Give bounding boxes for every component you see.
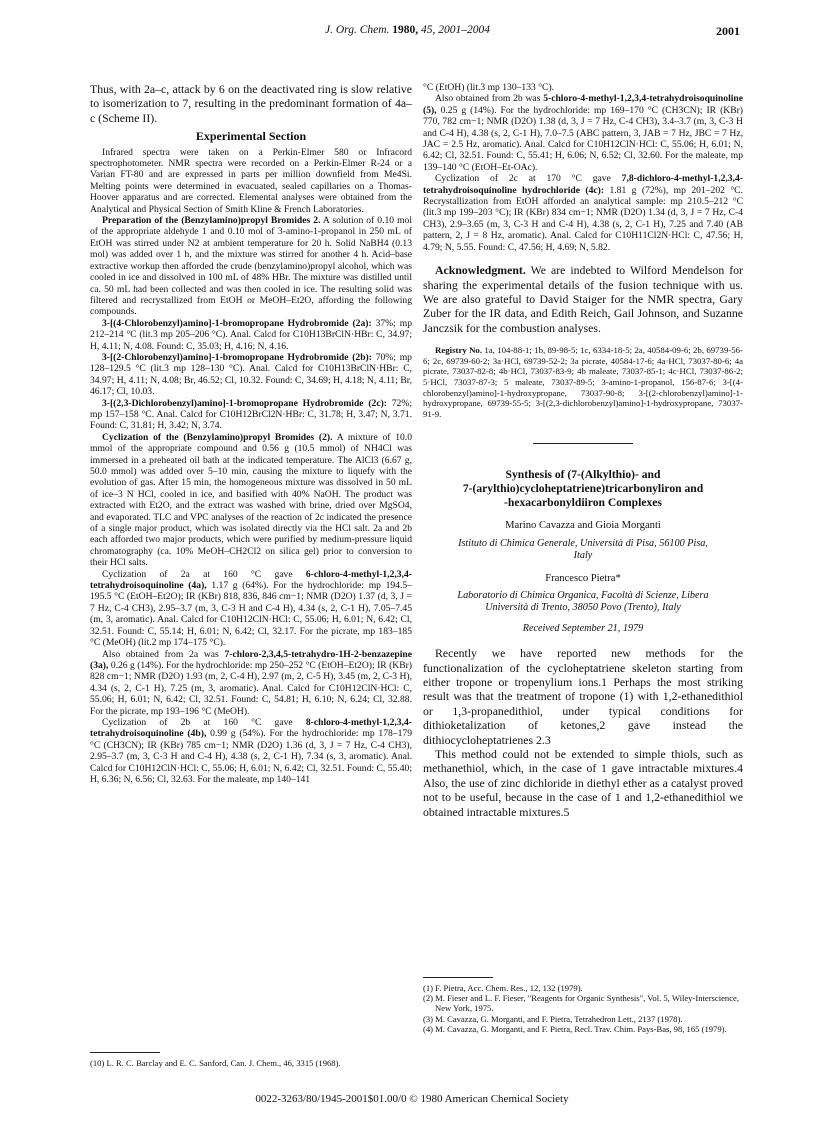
acknowledgment-paragraph	[423, 263, 743, 335]
footnote: (4) M. Cavazza, G. Morganti, and F. Pietra, Recl. Trav. Chim. Pays-Bas, 98, 165 (1979).	[423, 1023, 727, 1034]
compound-data: 1.17 g (64%). For the hydrochloride: mp 194.5–195.5 °C (EtOH–Et2O); IR (KBr) 818, 836, 846 cm−1; NMR (D2O) 1.37 (d, 3, J = 7 Hz, C-4 CH3), 2.95–3.7 (m, 3, C-3 H and C-4 H), 4.34 (s, 2, C-1 H), 7.05–7.45 (m, 3, aromatic). Anal. Calcd for C10H12ClN·HCl: C, 55.06; H, 6.01; N, 6.42; Cl, 32.51. Found: C, 55.14; H, 6.01; N, 6.42; Cl, 32.17. For the picrate, mp 183–185 °C (MeOH) (lit.2 mp 174–175 °C).	[90, 580, 412, 649]
compound-data: 0.99 g (54%). For the hydrochloride: mp 178–179 °C (CH3CN); IR (KBr) 785 cm−1; NMR (D2O) 1.36 (d, 3, J = 7 Hz, C-4 CH3), 2.95–3.7 (m, 3, C-3 H and C-4 H), 4.38 (s, 2, C-1 H), 7.34 (s, 3, aromatic). Anal. Calcd for C10H12ClN·HCl: C, 55.06; H, 6.01; N, 6.42; Cl, 32.51. Found: C, 55.40; H, 6.36; N, 6.56; Cl, 32.63. For the maleate, mp 140–141	[90, 728, 412, 785]
compound-data: 37%; mp 212–214 °C (lit.3 mp 205–206 °C). Anal. Calcd for C10H13BrClN·HBr: C, 34.97; H, 4.11; N, 4.08. Found: C, 35.03; H, 4.16; N, 4.16.	[90, 317, 412, 352]
registry-label: Registry No.	[435, 345, 483, 356]
procedure-heading: Cyclization of the (Benzylamino)propyl Bromides (2).	[102, 431, 333, 443]
authors: Francesco Pietra*	[545, 572, 621, 584]
experimental-paragraph: Infrared spectra were taken on a Perkin-Elmer 580 or Infracord spectrophotometer. NMR spectra were recorded on a Perkin-Elmer R-24 or a Varian FT-80 and are expressed in parts per million downfield from Me4Si. Melting points were determined in evacuated, sealed capillaries on a Thomas-Hoover apparatus and are corrected. Elemental analyses were obtained from the Analytical and Physical Section of Smith Kline & French Laboratories.	[90, 146, 412, 215]
registry-text: 1a, 104-88-1; 1b, 89-98-5; 1c, 6334-18-5; 2a, 40584-09-6; 2b, 69739-56-6; 2c, 69739-60-2; 3a·HCl, 69739-52-2; 3a picrate, 40584-17-6; 4a·HCl, 73037-80-6; 4a picrate, 73037-82-8; 4b·HCl, 73037-83-9; 4b maleate, 73037-85-1; 4c·HCl, 73037-86-2; 5·HCl, 73037-87-3; 5 maleate, 73037-89-5; 3-amino-1-propanol, 156-87-6; 3-[(4-chlorobenzyl)amino]-1-hydroxypropane, 73037-90-8; 3-[(2-chlorobenzyl)amino]-1-hydroxypropane, 69739-55-5; 3-[(2,3-dichlorobenzyl)amino]-1-hydroxypropane, 73037-91-9.	[423, 345, 743, 419]
left-column	[90, 82, 412, 785]
procedure-heading: Preparation of the (Benzylamino)propyl Bromides 2.	[102, 215, 321, 227]
registry-paragraph	[423, 345, 743, 419]
compound-data: 0.26 g (14%). For the hydrochloride: mp 250–252 °C (EtOH–Et2O); IR (KBr) 828 cm−1; NMR (D2O) 1.93 (m, 2, C-4 H), 2.97 (m, 2, C-5 H), 3.45 (m, 2, C-3 H), 4.34 (s, 2, C-1 H), 7.25 (m, 3, aromatic). Anal. Calcd for C10H12ClN·HCl: C, 55.06; H, 6.01; N, 6.42; Cl, 32.51. Found: C, 54.81; H, 6.10; N, 6.24; Cl, 32.88. For the picrate, mp 193–196 °C (MeOH).	[90, 659, 412, 717]
footnote-divider	[423, 977, 493, 978]
body-paragraph: This method could not be extended to simple thiols, such as methanethiol, which, in the case of 1 gave intractable mixtures.4 Also, the use of zinc dichloride in diethyl ether as a catalyst proved not to be useful, because in the case of 1 and 1,2-ethanedithiol we obtained intractable mixtures.5	[423, 746, 743, 819]
compound-entry	[90, 717, 412, 785]
procedure-paragraph	[90, 215, 412, 318]
compound-entry	[90, 569, 412, 649]
journal-year: 1980,	[392, 24, 419, 36]
article-title	[423, 468, 743, 510]
acknowledgment-label: Acknowledgment.	[435, 263, 526, 278]
affiliation	[423, 538, 743, 563]
compound-lead: Cyclization of 2b at 160 °C gave	[102, 716, 293, 728]
compound-name: 3-[(2-Chlorobenzyl)amino]-1-bromopropane Hydrobromide (2b):	[102, 351, 372, 363]
compound-data: 1.81 g (72%), mp 201–202 °C. Recrystallization from EtOH afforded an analytical sample: mp 210.5–212 °C (lit.3 mp 199–203 °C); IR (KBr) 834 cm−1; NMR (D2O) 1.34 (d, 3, J = 7 Hz, C-4 CH3), 2.9–3.65 (m, 3, C-3 H and C-4 H), 4.38 (s, 2, C-1 H), 7.25 and 7.40 (AB pattern, 2, J = 8 Hz, aromatic). Anal. Calcd for C10H11Cl2N·HCl: C, 47.56; H, 4.79; N, 5.55. Found: C, 47.56; H, 4.69; N, 5.82.	[423, 184, 743, 253]
journal-pages: 2001–2004	[438, 24, 491, 36]
compound-name: 3-[(2,3-Dichlorobenzyl)amino]-1-bromopropane Hydrobromide (2c):	[102, 397, 387, 409]
body-paragraph: Recently we have reported new methods for the functionalization of the cycloheptatriene skeleton starting from either tropone or tropenylium ions.1 Perhaps the most striking result was that the treatment of tropone (1) with 1,2-ethanedithiol or 1,3-propanedithiol, under typical conditions for dithioketalization of ketones,2 gave instead the dithiocycloheptatrienes 2.3	[423, 646, 743, 747]
compound-entry	[90, 352, 412, 398]
running-header	[90, 24, 740, 40]
footnote: (10) L. R. C. Barclay and E. C. Sanford, Can. J. Chem., 46, 3315 (1968).	[90, 1058, 341, 1068]
affiliation-line: Istituto di Chimica Generale, Università di Pisa, 56100 Pisa,	[458, 537, 708, 549]
affiliation-line: Italy	[573, 550, 593, 562]
affiliation-line: Laboratorio di Chimica Organica, Facoltà di Scienze, Libera	[457, 589, 709, 601]
compound-entry	[90, 318, 412, 352]
footnote: (2) M. Fieser and L. F. Fieser, "Reagents for Organic Synthesis", Vol. 5, Wiley-Interscience, New York, 1975.	[423, 993, 739, 1014]
compound-lead: Cyclization of 2a at 160 °C gave	[102, 568, 293, 580]
affiliation-line: Università di Trento, 38050 Povo (Trento), Italy	[485, 602, 681, 614]
article-title-line: Synthesis of (7-(Alkylthio)- and	[505, 468, 661, 482]
page-footer: 0022-3263/80/1945-2001$01.00/0 © 1980 American Chemical Society	[255, 1093, 569, 1105]
authors: Marino Cavazza and Gioia Morganti	[505, 520, 661, 532]
compound-name: 5-chloro-4-methyl-1,2,3,4-tetrahydroisoquinoline (5),	[423, 93, 743, 116]
compound-lead: Also obtained from 2b was	[435, 93, 541, 105]
compound-lead: Also obtained from 2a was	[102, 648, 219, 660]
acknowledgment-text: We are indebted to Wilford Mendelson for sharing the experimental details of the fusion technique with us. We are also grateful to David Staiger for the NMR spectra, Gary Zuber for the IR data, and Edith Reich, Gail Johnson, and Suzanne Janczsik for the combustion analyses.	[423, 263, 743, 335]
footnote: (1) F. Pietra, Acc. Chem. Res., 12, 132 (1979).	[423, 983, 583, 993]
right-footnotes	[423, 963, 743, 1034]
continued-text: °C (EtOH) (lit.3 mp 130–133 °C).	[423, 82, 555, 93]
right-column	[423, 82, 743, 819]
article-title-line: -hexacarbonyldiiron Complexes	[504, 496, 662, 510]
compound-name: 3-[(4-Chlorobenzyl)amino]-1-bromopropane Hydrobromide (2a):	[102, 317, 372, 329]
intro-paragraph: Thus, with 2a–c, attack by 6 on the deactivated ring is slow relative to isomerization to 7, resulting in the predominant formation of 4a–c (Scheme II).	[90, 82, 412, 125]
journal-name: J. Org. Chem.	[325, 24, 390, 36]
page-number: 2001	[716, 24, 740, 38]
compound-data: 70%; mp 128–129.5 °C (lit.3 mp 128–130 °C). Anal. Calcd for C10H13BrClN·HBr: C, 34.97; H, 4.11; N, 4.08; Br, 46.52; Cl, 10.32. Found: C, 34.69; H, 4.18; N, 4.11; Br, 46.17; Cl, 10.03.	[90, 351, 412, 398]
compound-lead: Cyclization of 2c at 170 °C gave	[435, 173, 611, 185]
footnote-divider	[90, 1052, 160, 1053]
article-divider	[533, 443, 633, 444]
compound-name: 7,8-dichloro-4-methyl-1,2,3,4-tetrahydroisoquinoline hydrochloride (4c):	[423, 173, 743, 196]
section-title: Experimental Section	[195, 129, 307, 144]
journal-citation	[325, 24, 490, 36]
compound-data: 72%; mp 157–158 °C. Anal. Calcd for C10H12BrCl2N·HBr: C, 31.78; H, 3.47; N, 3.71. Found: C, 31.81; H, 3.42; N, 3.74.	[90, 397, 412, 432]
compound-data: 0.25 g (14%). For the hydrochloride: mp 169–170 °C (CH3CN); IR (KBr) 770, 782 cm−1; NMR (D2O) 1.38 (d, 3, J = 7 Hz, C-4 CH3), 3.4–3.7 (m, 3, C-3 H and C-4 H), 4.38 (s, 2, C-1 H), 7.0–7.5 (ABC pattern, 3, JAB = 7 Hz, JBC = 7 Hz, JAC = 2.5 Hz, aromatic). Anal. Calcd for C10H12ClN·HCl: C, 55.06; H, 6.01; N, 6.42; Cl, 32.51. Found: C, 55.41; H, 6.06; N, 6.52; Cl, 32.60. For the maleate, mp 139–140 °C (EtOH–Et-OAc).	[423, 104, 743, 173]
affiliation	[423, 590, 743, 615]
received-date: Received September 21, 1979	[522, 622, 644, 634]
compound-name: 7-chloro-2,3,4,5-tetrahydro-1H-2-benzazepine (3a),	[90, 648, 412, 671]
procedure-paragraph	[90, 432, 412, 569]
compound-name: 8-chloro-4-methyl-1,2,3,4-tetrahydroisoquinoline (4b),	[90, 716, 412, 740]
compound-entry	[423, 93, 743, 173]
compound-entry	[423, 173, 743, 253]
journal-volume: 45,	[421, 24, 436, 36]
footnote: (3) M. Cavazza, G. Morganti, and F. Pietra, Tetrahedron Lett., 2137 (1978).	[423, 1013, 683, 1024]
left-footnotes	[90, 1038, 412, 1068]
compound-entry	[90, 398, 412, 432]
compound-name: 6-chloro-4-methyl-1,2,3,4-tetrahydroisoquinoline (4a),	[90, 568, 412, 592]
compound-entry	[90, 649, 412, 717]
article-title-line: 7-(arylthio)cycloheptatriene)tricarbonyliron and	[462, 482, 704, 496]
procedure-text: A solution of 0.10 mol of the appropriate aldehyde 1 and 0.10 mol of 3-amino-1-propanol in 250 mL of EtOH was stirred under N2 at ambient temperature for 20 h. Solid NaBH4 (0.13 mol) was added over 1 h, and the mixture was stirred for another 4 h. Acid–base extractive workup then afforded the crude (benzylamino)propyl alcohol, which was cooled in ice and dissolved in 100 mL of 48% HBr. The mixture was distilled until ca. 50 mL had been collected and was then cooled in ice. The resulting solid was filtered and recrystallized from EtOH or MeOH–Et2O, affording the following compounds.	[90, 215, 413, 318]
procedure-text: A mixture of 10.0 mmol of the appropriate compound and 0.56 g (10.5 mmol) of NH4Cl was immersed in a preheated oil bath at the indicated temperature. The AlCl3 (6.67 g, 50.0 mmol) was added over 5–10 min, causing the mixture to liquefy with the evolution of gas. After 15 min, the homogeneous mixture was dissolved in 50 mL of ice–3 N HCl, cooled in ice, and basified with 40% NaOH. The product was extracted with Et2O, and the extract was washed with brine, dried over MgSO4, and evaporated. TLC and VPC analyses of the reaction of 2c indicated the presence of a single major product, which was isolated directly via the HCl salt. 2a and 2b each afforded two major products, which were purified by medium-pressure liquid chromatography (ca. 10% MeOH–CH2Cl2 on silica gel) prior to conversion to their HCl salts.	[90, 431, 412, 569]
